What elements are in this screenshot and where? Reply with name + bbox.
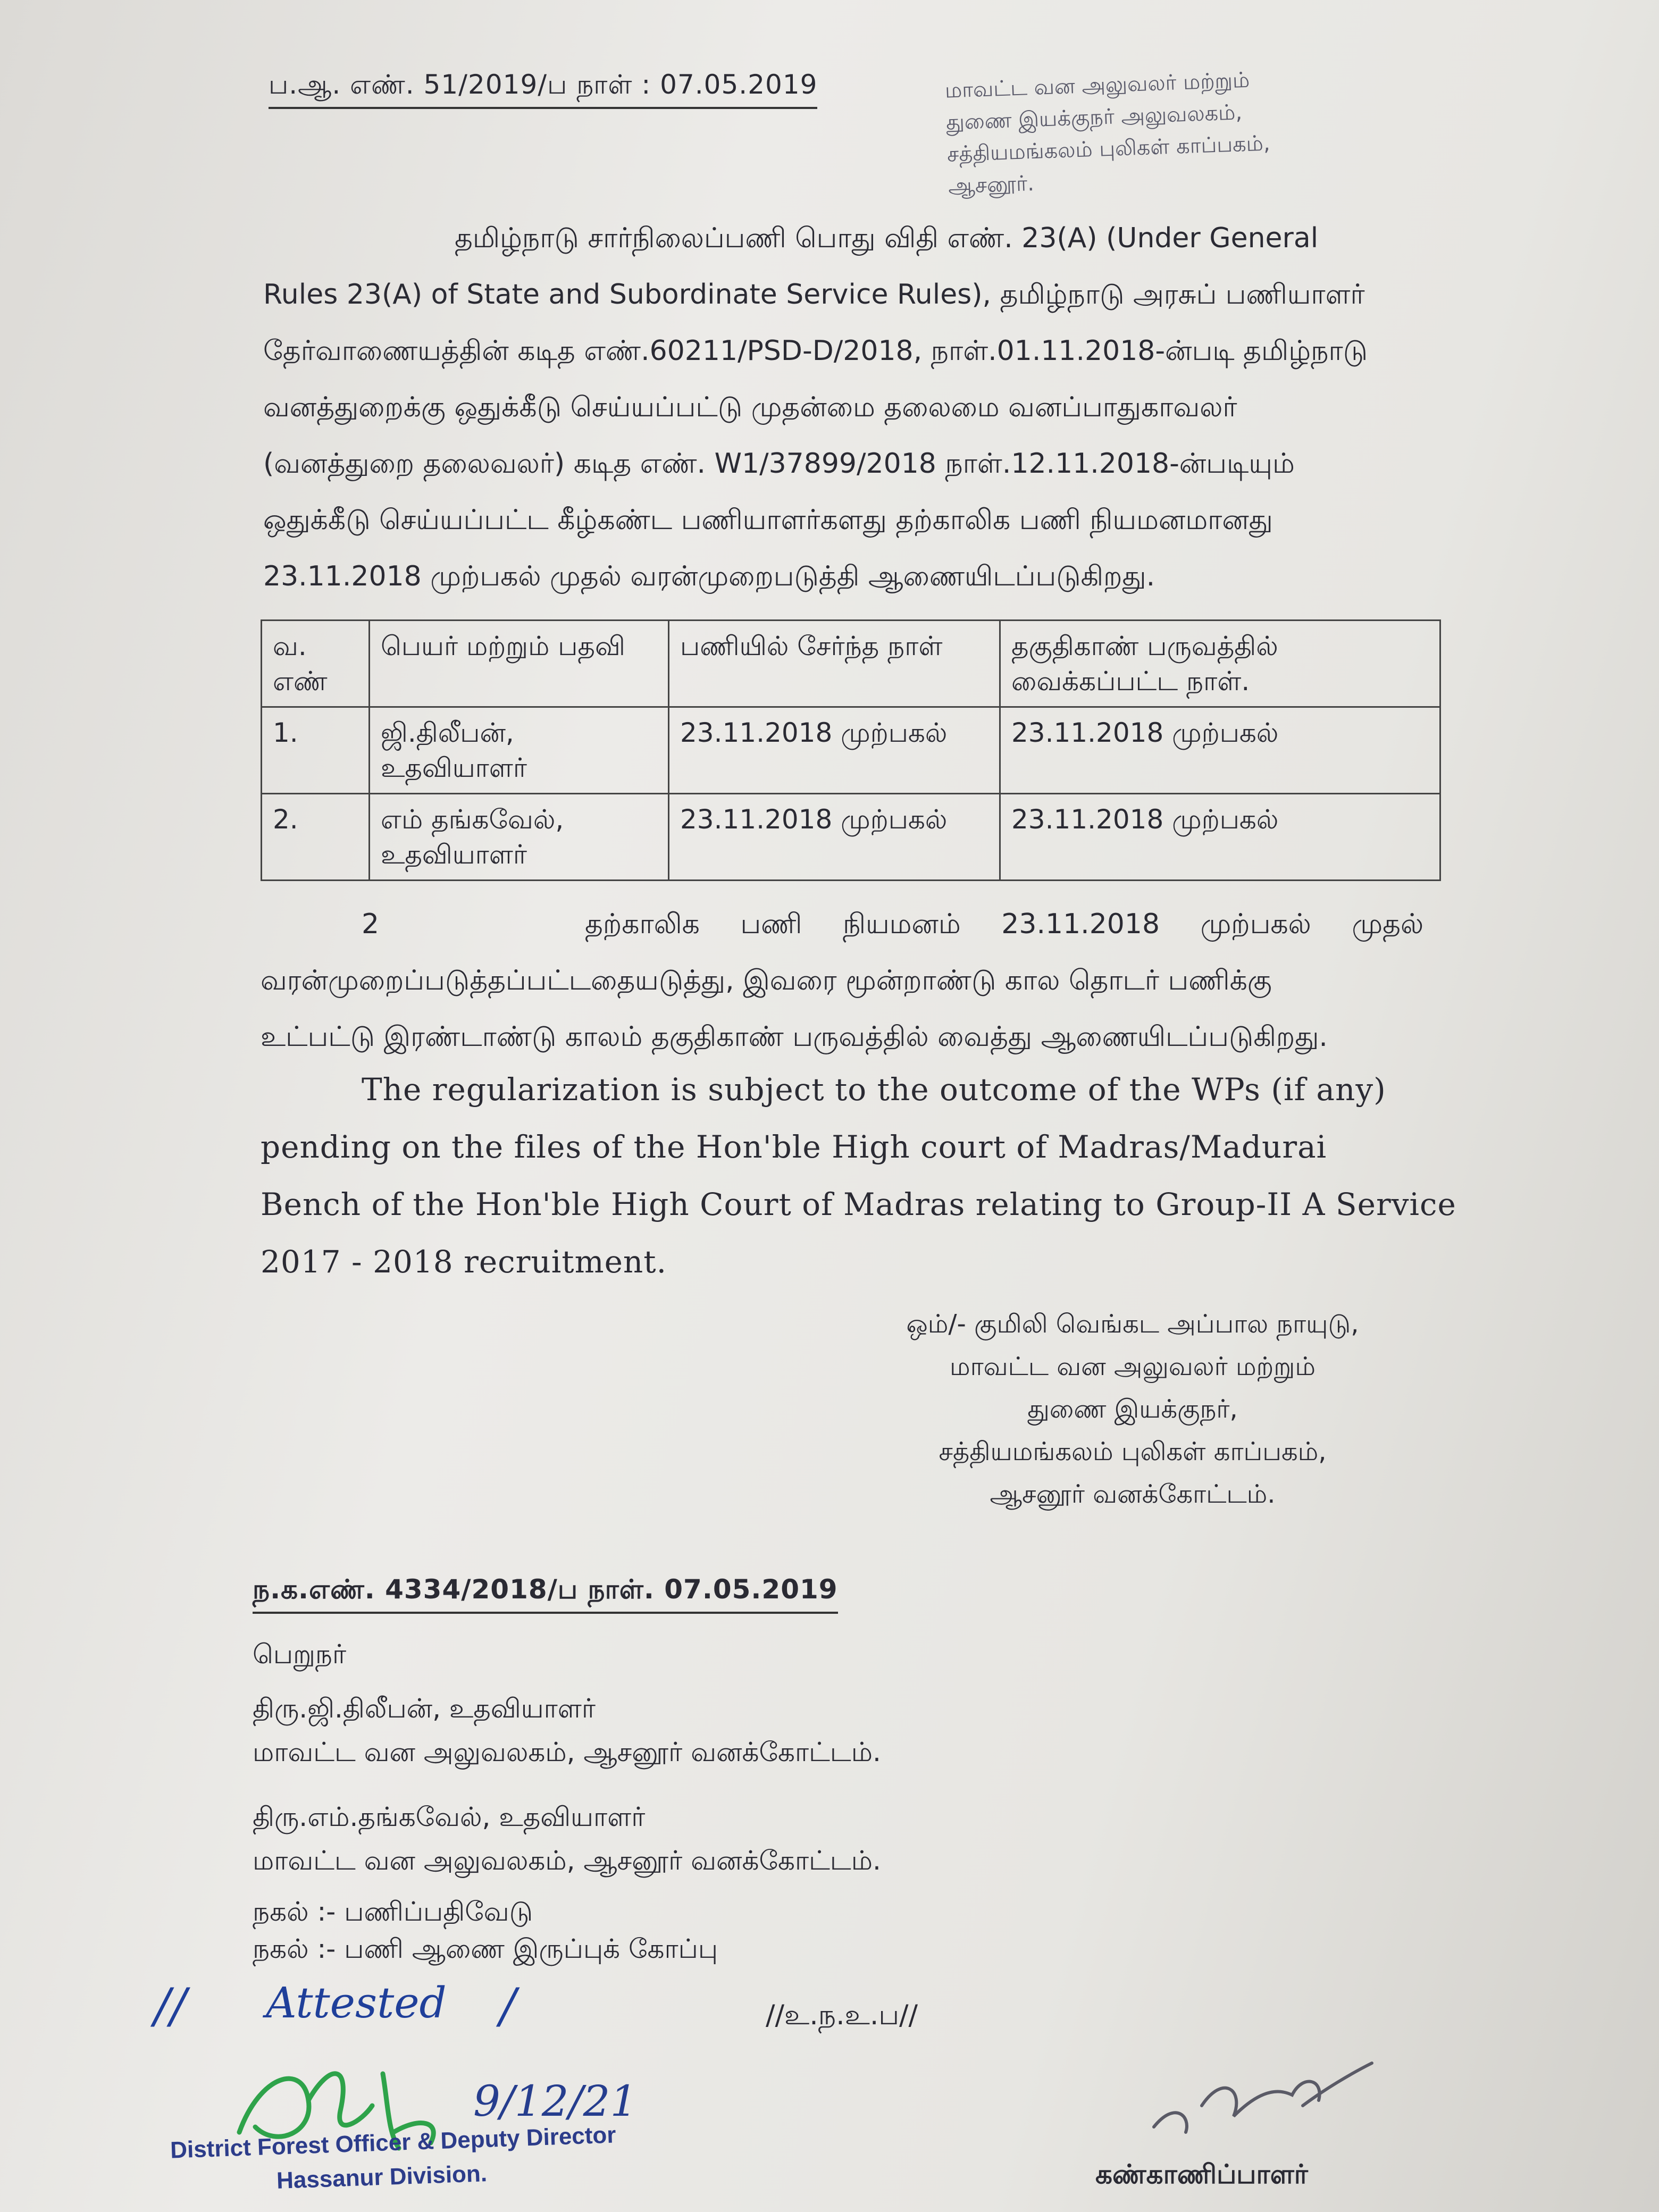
table-cell-sno: 1. — [262, 707, 370, 794]
table-header-cell: தகுதிகாண் பருவத்தில் வைக்கப்பட்ட நாள். — [1000, 621, 1440, 707]
paragraph-line: வனத்துறைக்கு ஒதுக்கீடு செய்யப்பட்டு முதன்மை தலைமை வனப்பாதுகாவலர் — [263, 391, 1237, 423]
signatory-line: மாவட்ட வன அலுவலர் மற்றும் — [949, 1352, 1316, 1381]
paragraph-line: 2017 - 2018 recruitment. — [261, 1244, 667, 1280]
stamp-line: Hassanur Division. — [276, 2160, 488, 2194]
signature-block — [840, 1303, 1425, 1515]
clerk-title: கண்காணிப்பாளர் — [1095, 2159, 1308, 2190]
paragraph-2 — [261, 896, 1430, 1065]
employee-post: உதவியாளர் — [381, 839, 527, 870]
table-header-cell: வ. எண் — [262, 621, 370, 707]
recipient-line: மாவட்ட வன அலுவலகம், ஆசனூர் வனக்கோட்டம். — [253, 1845, 881, 1876]
attest-mark-right: / — [500, 1978, 516, 2034]
stamp-line: District Forest Officer & Deputy Director — [170, 2122, 617, 2164]
table-header-cell: பெயர் மற்றும் பதவி — [370, 621, 669, 707]
office-line: துணை இயக்குநர் அலுவலகம், — [945, 100, 1243, 135]
recipient-line: மாவட்ட வன அலுவலகம், ஆசனூர் வனக்கோட்டம். — [253, 1737, 881, 1767]
true-copy-mark: //உ.ந.உ.ப// — [766, 1999, 918, 2031]
table-cell-sno: 2. — [262, 794, 370, 881]
office-line: சத்தியமங்கலம் புலிகள் காப்பகம், — [946, 131, 1271, 167]
attest-mark-left: // — [154, 1978, 187, 2034]
paragraph-line: Bench of the Hon'ble High Court of Madras relating to Group-II A Service — [261, 1186, 1456, 1222]
attested-note: Attested — [266, 1978, 447, 2027]
table-cell-joined: 23.11.2018 முற்பகல் — [669, 707, 1000, 794]
office-line: ஆசனூர். — [948, 171, 1035, 199]
employee-name: ஜி.திலீபன், — [381, 717, 514, 748]
paragraph-line: உட்பட்டு இரண்டாண்டு காலம் தகுதிகாண் பருவத்தில் வைத்து ஆணையிடப்படுகிறது. — [261, 1021, 1328, 1053]
recipients-reference: ந.க.எண். 4334/2018/ப நாள். 07.05.2019 — [253, 1574, 838, 1614]
clerk-signature — [1143, 2052, 1382, 2143]
paragraph-line: The regularization is subject to the outcome of the WPs (if any) — [362, 1071, 1386, 1108]
paragraph-line: Rules 23(A) of State and Subordinate Service Rules), தமிழ்நாடு அரசுப் பணியாளர் — [263, 279, 1365, 311]
office-address — [944, 63, 1272, 202]
signatory-line: துணை இயக்குநர், — [1027, 1394, 1238, 1424]
copy-line: நகல் :- பணி ஆணை இருப்புக் கோப்பு — [253, 1933, 718, 1964]
paragraph-line — [261, 896, 1430, 952]
paragraph-line: pending on the files of the Hon'ble High court of Madras/Madurai — [261, 1129, 1327, 1165]
paragraph-line: வரன்முறைப்படுத்தப்பட்டதையடுத்து, இவரை மூன்றாண்டு கால தொடர் பணிக்கு — [261, 965, 1272, 996]
recipients-label: பெறுநர் — [253, 1639, 347, 1670]
order-paragraph — [263, 210, 1396, 605]
reference-number: ப.ஆ. எண். 51/2019/ப நாள் : 07.05.2019 — [269, 69, 817, 109]
signatory-line: சத்தியமங்கலம் புலிகள் காப்பகம், — [939, 1437, 1327, 1467]
office-line: மாவட்ட வன அலுவலர் மற்றும் — [944, 68, 1250, 103]
copy-line: நகல் :- பணிப்பதிவேடு — [253, 1896, 533, 1927]
table-cell-name — [370, 794, 669, 881]
table-cell-joined: 23.11.2018 முற்பகல் — [669, 794, 1000, 881]
table-row — [262, 794, 1440, 881]
paragraph-number: 2 — [362, 908, 380, 940]
attested-date: 9/12/21 — [473, 2076, 638, 2126]
staff-table — [261, 619, 1441, 881]
paragraph-line: தேர்வாணையத்தின் கடித எண்.60211/PSD-D/2018, நாள்.01.11.2018-ன்படி தமிழ்நாடு — [263, 335, 1368, 367]
paragraph-line: 23.11.2018 முற்பகல் முதல் வரன்முறைபடுத்தி ஆணையிடப்படுகிறது. — [263, 560, 1155, 592]
paragraph-line: (வனத்துறை தலைவலர்) கடித எண். W1/37899/2018 நாள்.12.11.2018-ன்படியும் — [263, 448, 1295, 480]
signatory-line: ஒம்/- குமிலி வெங்கட அப்பால நாயுடு, — [906, 1309, 1359, 1339]
table-cell-probation: 23.11.2018 முற்பகல் — [1000, 794, 1440, 881]
table-header-row — [262, 621, 1440, 707]
table-cell-probation: 23.11.2018 முற்பகல் — [1000, 707, 1440, 794]
paragraph-text: தற்காலிக பணி நியமனம் 23.11.2018 முற்பகல் முதல் — [585, 908, 1424, 940]
recipient-line: திரு.எம்.தங்கவேல், உதவியாளர் — [253, 1802, 646, 1832]
employee-name: எம் தங்கவேல், — [381, 804, 564, 835]
recipients-block — [253, 1632, 881, 1967]
english-paragraph — [261, 1061, 1457, 1291]
table-cell-name — [370, 707, 669, 794]
employee-post: உதவியாளர் — [381, 752, 527, 783]
recipient-line: திரு.ஜி.திலீபன், உதவியாளர் — [253, 1693, 596, 1724]
paragraph-line: தமிழ்நாடு சார்நிலைப்பணி பொது விதி எண். 23(A) (Under General — [455, 222, 1319, 254]
paragraph-line: ஒதுக்கீடு செய்யப்பட்ட கீழ்கண்ட பணியாளர்களது தற்காலிக பணி நியமனமானது — [263, 504, 1273, 536]
signatory-line: ஆசனூர் வனக்கோட்டம். — [990, 1479, 1276, 1509]
table-header-cell: பணியில் சேர்ந்த நாள் — [669, 621, 1000, 707]
table-row — [262, 707, 1440, 794]
